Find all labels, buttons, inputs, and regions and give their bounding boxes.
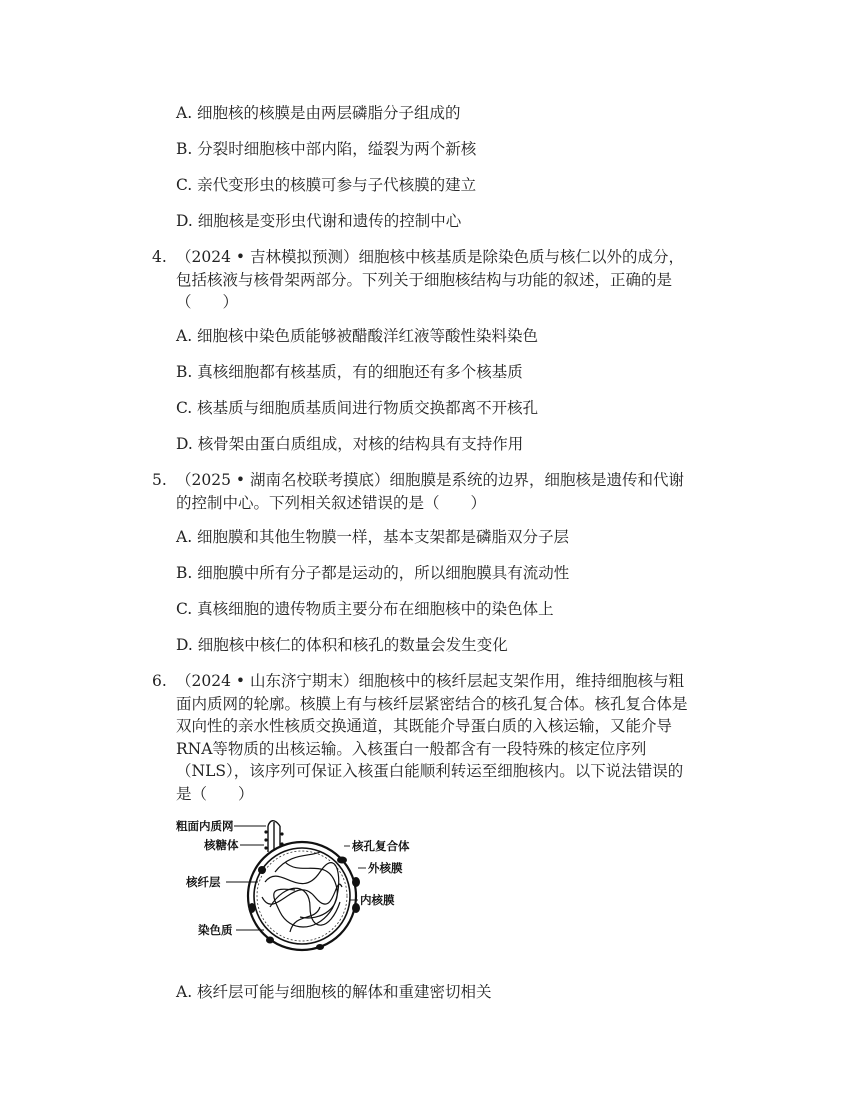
label-nuclear-lamina: 核纤层 <box>186 875 221 889</box>
q4-stem-line: （2024 • 吉林模拟预测）细胞核中核基质是除染色质与核仁以外的成分， <box>176 248 684 266</box>
q4-stem <box>176 246 746 314</box>
q5-number: 5. <box>152 471 167 489</box>
q5-stem <box>176 469 746 514</box>
nucleus-diagram <box>170 812 430 954</box>
q3-option-c: C. 亲代变形虫的核膜可参与子代核膜的建立 <box>176 176 477 194</box>
q6-number: 6. <box>152 672 167 690</box>
q5-stem-line: （2025 • 湖南名校联考摸底）细胞膜是系统的边界，细胞核是遗传和代谢 <box>176 471 684 489</box>
q5-option-a: A. 细胞膜和其他生物膜一样，基本支架都是磷脂双分子层 <box>176 528 570 546</box>
q4-option-d: D. 核骨架由蛋白质组成，对核的结构具有支持作用 <box>176 435 524 453</box>
label-outer-membrane: 外核膜 <box>368 861 403 875</box>
q3-option-b: B. 分裂时细胞核中部内陷，缢裂为两个新核 <box>176 140 477 158</box>
label-rough-er: 粗面内质网 <box>176 819 234 833</box>
q4-option-c: C. 核基质与细胞质基质间进行物质交换都离不开核孔 <box>176 399 539 417</box>
q6-stem-line: （2024 • 山东济宁期末）细胞核中的核纤层起支架作用，维持细胞核与粗 <box>176 672 684 690</box>
q5-option-c: C. 真核细胞的遗传物质主要分布在细胞核中的染色体上 <box>176 600 554 618</box>
q5-option-b: B. 细胞膜中所有分子都是运动的，所以细胞膜具有流动性 <box>176 564 570 582</box>
q4-number: 4. <box>152 248 167 266</box>
q6-stem-line: 双向性的亲水性核质交换通道，其既能介导蛋白质的入核运输，又能介导 <box>176 717 673 735</box>
q4-stem-line: （ ） <box>176 293 239 311</box>
q6-stem-line: 面内质网的轮廓。核膜上有与核纤层紧密结合的核孔复合体。核孔复合体是 <box>176 694 688 713</box>
q6-stem <box>176 670 746 805</box>
q6-option-a: A. 核纤层可能与细胞核的解体和重建密切相关 <box>176 983 492 1001</box>
label-inner-membrane: 内核膜 <box>360 893 395 907</box>
q6-stem-line: 是（ ） <box>176 784 254 803</box>
q4-stem-line: 包括核液与核骨架两部分。下列关于细胞核结构与功能的叙述，正确的是 <box>176 270 673 289</box>
q5-stem-line: 的控制中心。下列相关叙述错误的是（ ） <box>176 493 487 512</box>
q3-option-d: D. 细胞核是变形虫代谢和遗传的控制中心 <box>176 212 462 230</box>
q6-stem-line: RNA等物质的出核运输。入核蛋白一般都含有一段特殊的核定位序列 <box>176 739 647 758</box>
label-pore-complex: 核孔复合体 <box>352 839 410 853</box>
label-chromatin: 染色质 <box>198 923 233 937</box>
q6-stem-line: （NLS），该序列可保证入核蛋白能顺利转运至细胞核内。以下说法错误的 <box>176 762 684 780</box>
q5-option-d: D. 细胞核中核仁的体积和核孔的数量会发生变化 <box>176 636 508 654</box>
q3-option-a: A. 细胞核的核膜是由两层磷脂分子组成的 <box>176 104 461 122</box>
q4-option-b: B. 真核细胞都有核基质，有的细胞还有多个核基质 <box>176 363 523 381</box>
q4-option-a: A. 细胞核中染色质能够被醋酸洋红液等酸性染料染色 <box>176 327 539 345</box>
label-ribosome: 核糖体 <box>204 838 239 852</box>
